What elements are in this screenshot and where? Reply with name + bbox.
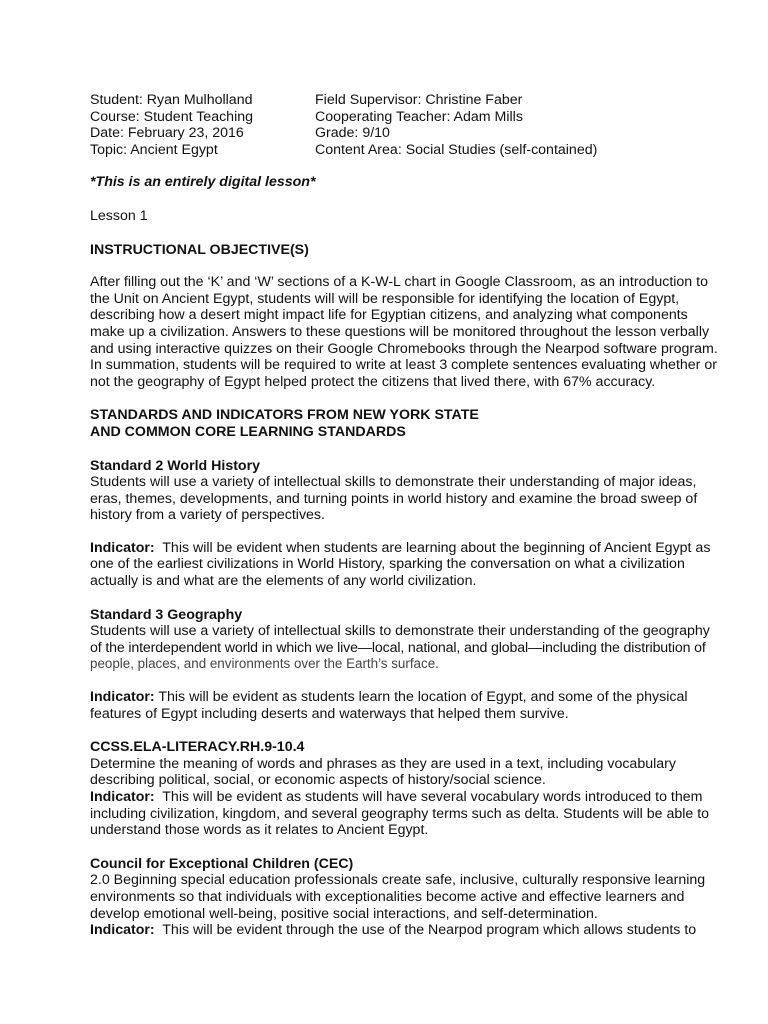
indicator-label: Indicator: — [90, 789, 155, 805]
topic: Topic: Ancient Egypt — [90, 141, 218, 158]
standard-3-indicator — [90, 689, 710, 722]
objective-line: the Unit on Ancient Egypt, students will will be responsible for identifying the location of Egypt, — [90, 290, 680, 307]
objective-line: describing how a desert might impact life for Egyptian citizens, and analyzing what components — [90, 307, 688, 324]
date: Date: February 23, 2016 — [90, 125, 244, 142]
lesson-plan-document — [90, 92, 718, 939]
standard-2-title: Standard 2 World History — [90, 457, 261, 474]
cec-line: environments so that individuals with exceptionalities become active and effective learners and — [90, 888, 685, 905]
digital-lesson-note: *This is an entirely digital lesson* — [90, 174, 316, 191]
standard-2-line: eras, themes, developments, and turning points in world history and examine the broad sweep of — [90, 490, 698, 507]
indicator-text: This will be evident through the use of the Nearpod program which allows students to — [154, 922, 697, 939]
indicator-text: features of Egypt including deserts and waterways that helped them survive. — [90, 705, 569, 722]
standard-2-section — [90, 458, 710, 590]
indicator-text: including civilization, kingdom, and several geography terms such as delta. Students will be able to — [90, 805, 710, 822]
student-name: Student: Ryan Mulholland — [90, 92, 253, 108]
standards-heading-line: AND COMMON CORE LEARNING STANDARDS — [90, 423, 406, 440]
standards-heading-line: STANDARDS AND INDICATORS FROM NEW YORK STATE — [90, 407, 479, 424]
indicator-label: Indicator: — [90, 689, 155, 706]
cooperating-teacher: Cooperating Teacher: Adam Mills — [315, 108, 523, 125]
course: Course: Student Teaching — [90, 108, 254, 125]
objectives-paragraph — [90, 274, 718, 390]
ccss-line: describing political, social, or economic aspects of history/social science. — [90, 772, 546, 789]
standard-3-title: Standard 3 Geography — [90, 606, 243, 623]
ccss-section — [90, 739, 710, 839]
standard-2-line: Students will use a variety of intellectual skills to demonstrate their understanding of major ideas, — [90, 474, 697, 491]
objective-line: In summation, students will be required to write at least 3 complete sentences evaluating whether or — [90, 357, 717, 374]
ccss-title: CCSS.ELA-LITERACY.RH.9-10.4 — [90, 739, 305, 756]
standard-2-indicator — [90, 540, 710, 590]
grade: Grade: 9/10 — [315, 125, 390, 142]
indicator-text: one of the earliest civilizations in World History, sparking the conversation on what a civilization — [90, 556, 685, 573]
cec-title: Council for Exceptional Children (CEC) — [90, 855, 354, 872]
objective-line: and using interactive quizzes on their Google Chromebooks through the Nearpod software program. — [90, 340, 718, 357]
field-supervisor: Field Supervisor: Christine Faber — [315, 92, 523, 108]
lesson-label: Lesson 1 — [90, 207, 148, 224]
standard-3-line: people, places, and environments over the Earth’s surface. — [90, 656, 439, 672]
standard-3-line: of the interdependent world in which we live—local, national, and global—including the distribution of — [90, 639, 706, 656]
standards-heading — [90, 407, 710, 440]
cec-line: 2.0 Beginning special education professionals create safe, inclusive, culturally responsive learning — [90, 872, 706, 889]
indicator-text: actually is and what are the elements of any world civilization. — [90, 573, 477, 590]
indicator-text: This will be evident as students learn the location of Egypt, and some of the physical — [154, 689, 688, 706]
objective-line: make up a civilization. Answers to these questions will be monitored throughout the lesson verbally — [90, 323, 710, 340]
objective-line: After filling out the ‘K’ and ‘W’ sections of a K-W-L chart in Google Classroom, as an introduction to — [90, 274, 708, 291]
standard-2-line: history from a variety of perspectives. — [90, 507, 325, 524]
cec-indicator — [90, 922, 710, 939]
content-area: Content Area: Social Studies (self-contained) — [315, 141, 598, 158]
objectives-heading: INSTRUCTIONAL OBJECTIVE(S) — [90, 241, 309, 258]
cec-section — [90, 856, 710, 939]
objective-line: not the geography of Egypt helped protect the citizens that lived there, with 67% accuracy. — [90, 373, 656, 390]
cec-line: develop emotional well-being, positive social interactions, and self-determination. — [90, 905, 598, 922]
indicator-text: This will be evident when students are learning about the beginning of Ancient Egypt as — [154, 539, 711, 556]
header-info — [90, 92, 710, 158]
standard-3-line: Students will use a variety of intellectual skills to demonstrate their understanding of the geography — [90, 623, 710, 640]
ccss-indicator — [90, 789, 710, 839]
indicator-text: understand those words as it relates to Ancient Egypt. — [90, 822, 429, 839]
indicator-label: Indicator: — [90, 922, 155, 939]
standard-3-section — [90, 607, 710, 723]
indicator-text: This will be evident as students will have several vocabulary words introduced to them — [154, 789, 703, 805]
indicator-label: Indicator: — [90, 539, 155, 556]
ccss-line: Determine the meaning of words and phrases as they are used in a text, including vocabulary — [90, 755, 676, 772]
